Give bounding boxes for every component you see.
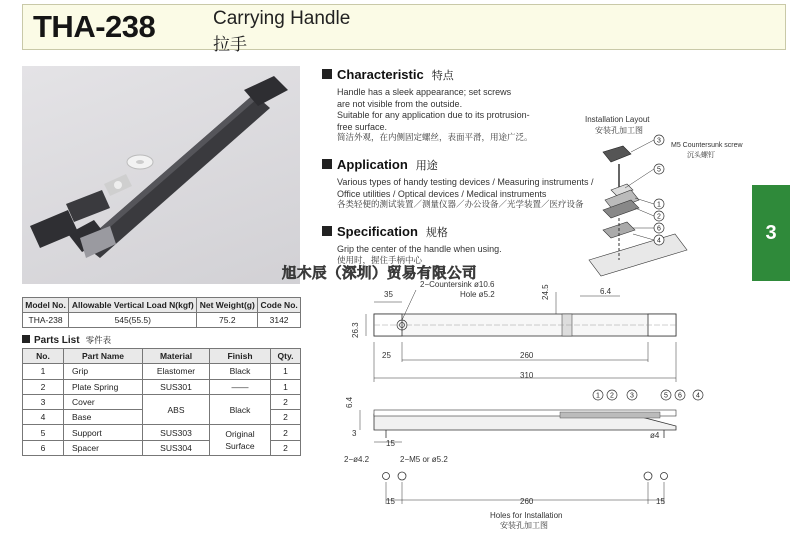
callout-4: 4: [657, 237, 661, 245]
part-material: SUS303: [143, 425, 210, 440]
spec-header-code: Code No.: [258, 298, 301, 313]
table-row: [23, 394, 301, 409]
specification-text: Grip the center of the handle when using. 使用时，握住手柄中心: [337, 244, 502, 266]
side-callout-6: 6: [678, 392, 682, 400]
dim-260b: 260: [520, 497, 534, 506]
bullet-square-icon: [322, 69, 332, 79]
product-photo: [22, 66, 300, 284]
part-no: 3: [23, 394, 64, 409]
part-name: Base: [64, 410, 143, 425]
spec-cell-model: THA-238: [23, 313, 69, 328]
dim-260a: 260: [520, 351, 534, 360]
product-illustration: [22, 66, 300, 284]
bullet-square-icon: [322, 226, 332, 236]
parts-header-no: No.: [23, 349, 64, 364]
dim-countersink: 2−Countersink ø10.6: [420, 280, 495, 289]
install-layout-title-zh: 安装孔加工图: [595, 126, 643, 135]
dim-3: 3: [352, 429, 357, 438]
side-callout-3: 3: [630, 392, 634, 400]
dim-26-3: 26.3: [351, 322, 360, 338]
part-name: Support: [64, 425, 143, 440]
part-material: SUS301: [143, 379, 210, 394]
parts-list-title: Parts List 零件表: [22, 334, 111, 346]
technical-drawing: [330, 278, 770, 534]
part-name: Spacer: [64, 440, 143, 455]
part-qty: 2: [271, 440, 301, 455]
bullet-square-icon: [322, 159, 332, 169]
callout-6: 6: [657, 225, 661, 233]
install-holes-title: Holes for Installation: [490, 511, 563, 520]
part-no: 4: [23, 410, 64, 425]
parts-table: [22, 348, 301, 456]
bullet-square-icon: [22, 335, 30, 343]
part-material: SUS304: [143, 440, 210, 455]
characteristic-text: Handle has a sleek appearance; set screws are not visible from the outside. Suitable for any application due to its protrusion- free surface. 简洁外观，在内侧固定螺丝，表面平滑，用途广泛。: [337, 87, 533, 143]
part-finish: Black: [210, 394, 271, 425]
spec-cell-code: 3142: [258, 313, 301, 328]
table-row: [23, 364, 301, 379]
part-no: 1: [23, 364, 64, 379]
part-material: Elastomer: [143, 364, 210, 379]
part-finish: ——: [210, 379, 271, 394]
side-callout-4: 4: [696, 392, 700, 400]
model-number: THA-238: [33, 9, 156, 44]
title-en: Carrying Handle: [213, 8, 351, 29]
characteristic-heading: Characteristic 特点: [322, 67, 454, 83]
application-text: Various types of handy testing devices / Measuring instruments / Office utilities / Optical devices / Medical instruments 各类轻便的测试装置／测量仪器／办公设备／光学装置／医疗设备: [337, 177, 594, 210]
install-layout-title: Installation Layout: [585, 115, 650, 124]
title-zh: 拉手: [213, 35, 247, 55]
installation-layout-diagram: [575, 112, 753, 280]
part-finish: Black: [210, 364, 271, 379]
dim-d4: ø4: [650, 431, 660, 440]
screw-label-zh: 沉头螺钉: [687, 152, 715, 159]
dim-15a: 15: [386, 439, 395, 448]
side-callout-5: 5: [664, 392, 668, 400]
callout-2: 2: [657, 213, 661, 221]
side-callout-1: 1: [596, 392, 600, 400]
part-name: Plate Spring: [64, 379, 143, 394]
section-tab: 3: [752, 185, 790, 281]
part-qty: 1: [271, 379, 301, 394]
table-row: [23, 425, 301, 440]
part-name: Grip: [64, 364, 143, 379]
table-row: [23, 379, 301, 394]
dim-hole: Hole ø5.2: [460, 290, 495, 299]
application-heading: Application 用途: [322, 157, 438, 173]
parts-header-material: Material: [143, 349, 210, 364]
callout-1: 1: [657, 201, 661, 209]
spec-cell-load: 545(55.5): [69, 313, 197, 328]
part-qty: 2: [271, 410, 301, 425]
dim-holes-a: 2−ø4.2: [344, 455, 370, 464]
part-no: 5: [23, 425, 64, 440]
dim-310: 310: [520, 371, 534, 380]
parts-header-qty: Qty.: [271, 349, 301, 364]
dim-15b: 15: [386, 497, 395, 506]
dim-holes-b: 2−M5 or ø5.2: [400, 455, 448, 464]
dim-6-4b: 6.4: [345, 396, 354, 408]
part-no: 6: [23, 440, 64, 455]
company-watermark: 旭木辰（深圳）贸易有限公司: [282, 265, 477, 282]
side-callout-2: 2: [610, 392, 614, 400]
callout-5: 5: [657, 166, 661, 174]
parts-header-name: Part Name: [64, 349, 143, 364]
parts-header-finish: Finish: [210, 349, 271, 364]
dim-15c: 15: [656, 497, 665, 506]
dim-24-5: 24.5: [541, 284, 550, 300]
spec-header-load: Allowable Vertical Load N(kgf): [69, 298, 197, 313]
part-qty: 2: [271, 394, 301, 409]
part-name: Cover: [64, 394, 143, 409]
screw-label: M5 Countersunk screw: [671, 142, 743, 149]
part-qty: 2: [271, 425, 301, 440]
specification-heading: Specification 规格: [322, 224, 448, 240]
part-qty: 1: [271, 364, 301, 379]
part-no: 2: [23, 379, 64, 394]
spec-table: [22, 297, 301, 328]
dim-35: 35: [384, 290, 393, 299]
callout-3: 3: [657, 137, 661, 145]
spec-header-model: Model No.: [23, 298, 69, 313]
install-holes-title-zh: 安装孔加工图: [500, 521, 548, 530]
dim-25: 25: [382, 351, 391, 360]
spec-cell-weight: 75.2: [197, 313, 258, 328]
spec-header-weight: Net Weight(g): [197, 298, 258, 313]
part-finish: Original Surface: [210, 425, 271, 456]
part-material: ABS: [143, 394, 210, 425]
dim-6-4a: 6.4: [600, 287, 612, 296]
